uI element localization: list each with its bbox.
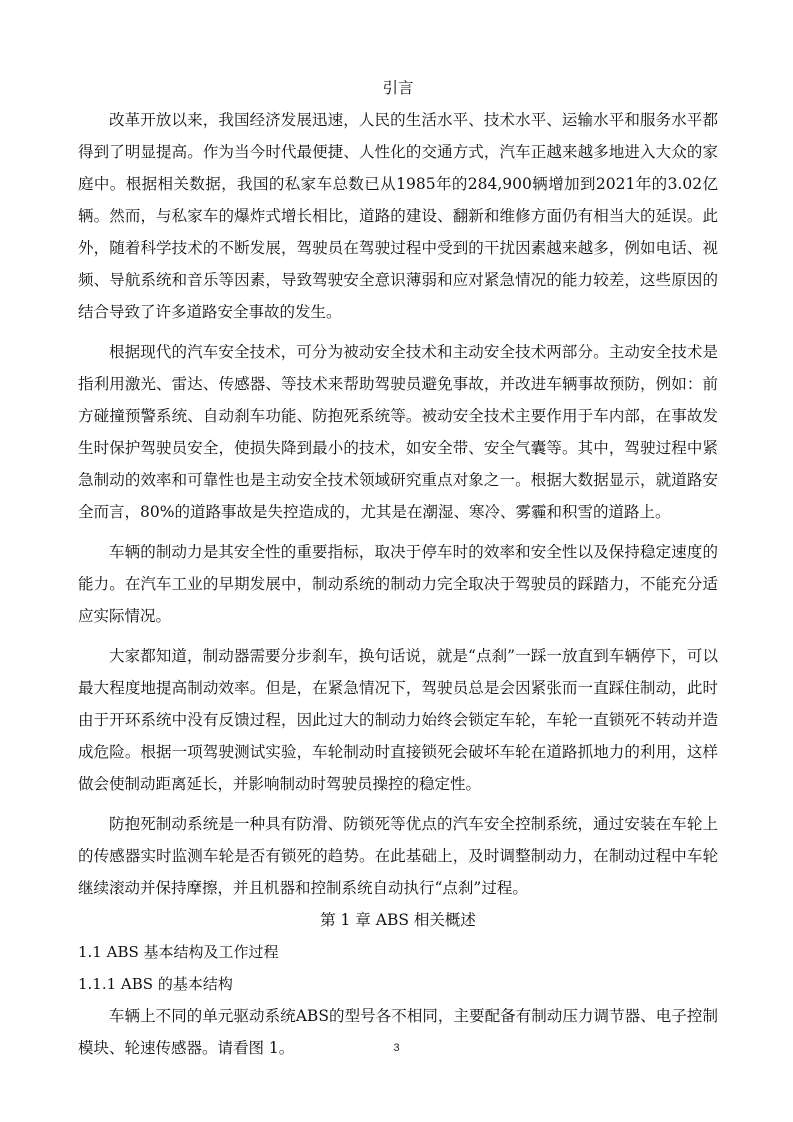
intro-paragraph-5: 防抱死制动系统是一种具有防滑、防锁死等优点的汽车安全控制系统，通过安装在车轮上的传感器实时监测车轮是否有锁死的趋势。在此基础上，及时调整制动力，在制动过程中车轮继续滚动并保持摩擦，并且机器和控制系统自动执行“点刹”过程。 bbox=[78, 815, 718, 897]
intro-paragraph-1: 改革开放以来，我国经济发展迅速，人民的生活水平、技术水平、运输水平和服务水平都得到了明显提高。作为当今时代最便捷、人性化的交通方式，汽车正越来越多地进入大众的家庭中。根据相关数据，我国的私家车总数已从1985年的284,900辆增加到2021年的3.02亿辆。然而，与私家车的爆炸式增长相比，道路的建设、翻新和维修方面仍有相当大的延误。此外，随着科学技术的不断发展，驾驶员在驾驶过程中受到的干扰因素越来越多，例如电话、视频、导航系统和音乐等因素，导致驾驶安全意识薄弱和应对紧急情况的能力较差，这些原因的结合导致了许多道路安全事故的发生。 bbox=[78, 111, 718, 321]
subsection-title: 1.1.1 ABS 的基本结构 bbox=[78, 975, 233, 993]
section-title: 1.1 ABS 基本结构及工作过程 bbox=[78, 943, 279, 961]
paragraph-gap bbox=[78, 328, 718, 336]
intro-paragraph-3: 车辆的制动力是其安全性的重要指标，取决于停车时的效率和安全性以及保持稳定速度的能力。在汽车工业的早期发展中，制动系统的制动力完全取决于驾驶员的踩踏力，不能充分适应实际情况。 bbox=[78, 543, 718, 625]
intro-paragraph-4: 大家都知道，制动器需要分步刹车，换句话说，就是“点刹”一踩一放直到车辆停下，可以最大程度地提高制动效率。但是，在紧急情况下，驾驶员总是会因紧张而一直踩住制动，此时由于开环系统中没有反馈过程，因此过大的制动力始终会锁定车轮，车轮一直锁死不转动并造成危险。根据一项驾驶测试实验，车轮制动时直接锁死会破坏车轮在道路抓地力的利用，这样做会使制动距离延长，并影响制动时驾驶员操控的稳定性。 bbox=[78, 647, 718, 793]
page-number: 3 bbox=[393, 1042, 400, 1054]
intro-paragraph-2: 根据现代的汽车安全技术，可分为被动安全技术和主动安全技术两部分。主动安全技术是指利用激光、雷达、传感器、等技术来帮助驾驶员避免事故，并改进车辆事故预防，例如：前方碰撞预警系统、自动刹车功能、防抱死系统等。被动安全技术主要作用于车内部，在事故发生时保护驾驶员安全，使损失降到最小的技术，如安全带、安全气囊等。其中，驾驶过程中紧急制动的效率和可靠性也是主动安全技术领域研究重点对象之一。根据大数据显示，就道路安全而言，80%的道路事故是失控造成的，尤其是在潮湿、寒冷、雾霾和积雪的道路上。 bbox=[78, 343, 718, 521]
chapter-title: 第 1 章 ABS 相关概述 bbox=[320, 911, 476, 929]
intro-title: 引言 bbox=[382, 79, 414, 97]
paragraph-gap bbox=[78, 632, 718, 640]
document-page bbox=[78, 72, 718, 1064]
paragraph-gap bbox=[78, 800, 718, 808]
paragraph-gap bbox=[78, 528, 718, 536]
body-paragraph: 车辆上不同的单元驱动系统ABS的型号各不相同，主要配备有制动压力调节器、电子控制模块、轮速传感器。请看图 1。 bbox=[78, 1007, 718, 1057]
